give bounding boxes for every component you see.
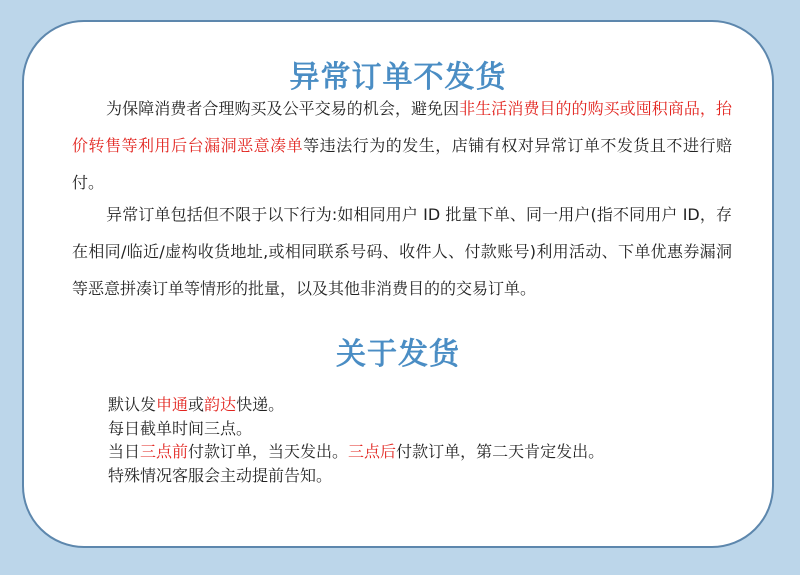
courier-or: 或 xyxy=(188,395,205,414)
shipping-cutoff-line: 每日截单时间三点。 xyxy=(108,418,253,438)
courier-yunda: 韵达 xyxy=(204,395,237,414)
courier-sto: 申通 xyxy=(156,395,189,414)
paragraph-abnormal-definition xyxy=(72,196,732,307)
policy-highlight: 非生活消费目的的购买或囤积商品，抬价转售等利用后台漏洞恶意凑单 xyxy=(72,99,732,155)
same-day-text: 当日 xyxy=(108,442,141,461)
policy-text: 为保障消费者合理购买及公平交易的机会，避免因 xyxy=(106,99,460,118)
before-three-text: 三点前 xyxy=(140,442,189,461)
courier-end: 快递。 xyxy=(236,395,285,414)
after-three-text: 三点后 xyxy=(348,442,397,461)
shipping-time-line xyxy=(108,440,604,464)
shipping-special-line: 特殊情况客服会主动提前告知。 xyxy=(108,465,333,485)
shipping-info-list xyxy=(108,393,604,487)
section-title-abnormal-orders: 异常订单不发货 xyxy=(289,60,507,95)
paragraph-abnormal-policy xyxy=(72,90,732,201)
policy-text-end: 等违法行为的发生，店铺有权对异常订单不发货且不进行赔付。 xyxy=(72,136,732,192)
shipping-courier-line xyxy=(108,393,604,417)
definition-text: 异常订单包括但不限于以下行为:如相同用户 ID 批量下单、同一用户(指不同用户 ID，存在相同/临近/虚构收货地址,或相同联系号码、收件人、付款账号)利用活动、下单优惠券漏洞等恶意拼凑订单等情形的批量，以及其他非消费目的的交易订单。 xyxy=(72,205,732,298)
ship-next-day-text: 付款订单，第二天肯定发出。 xyxy=(396,442,605,461)
ship-today-text: 付款订单，当天发出。 xyxy=(188,442,349,461)
section-title-shipping: 关于发货 xyxy=(336,337,460,372)
notice-card xyxy=(22,20,774,548)
courier-text: 默认发 xyxy=(108,395,157,414)
